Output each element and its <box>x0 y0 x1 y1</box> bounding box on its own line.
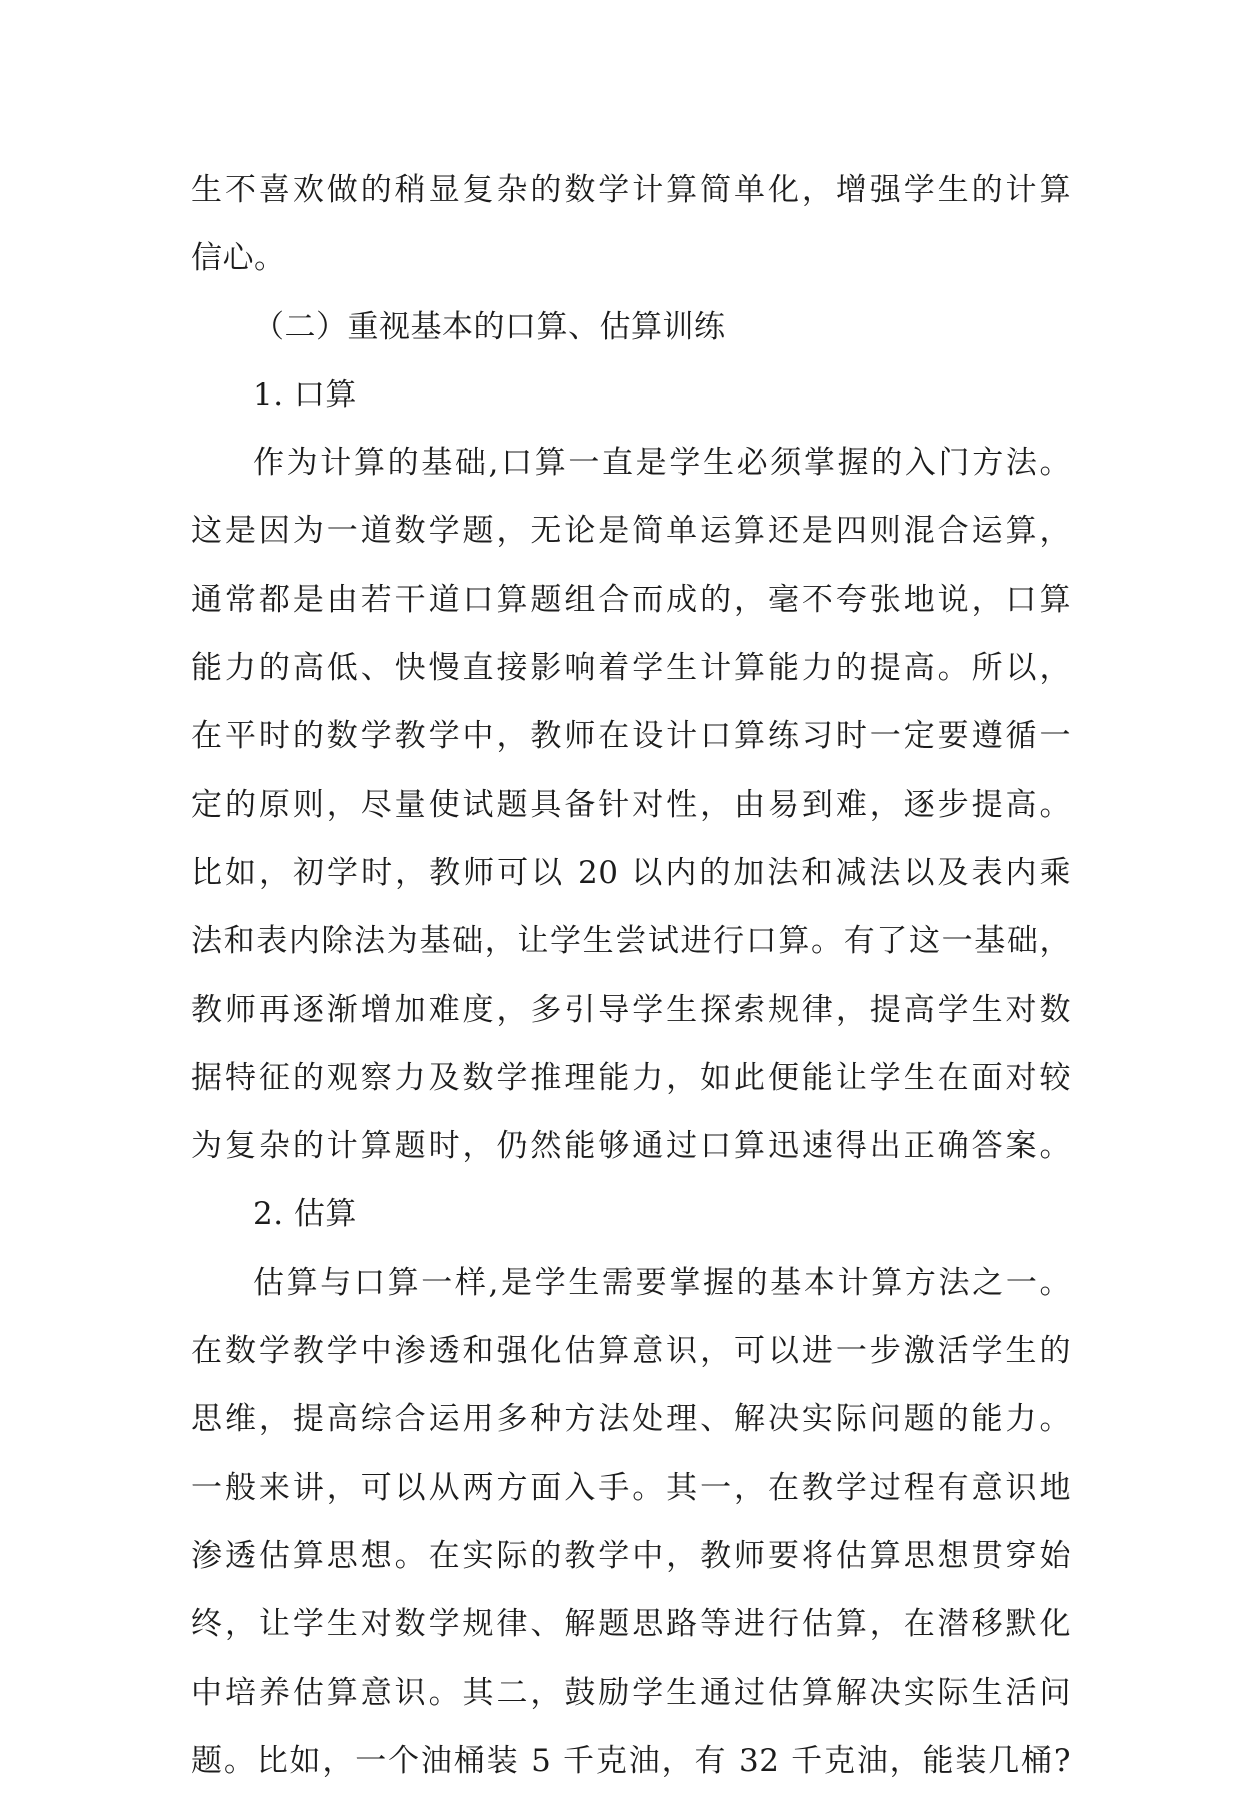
text-line: 一般来讲，可以从两方面入手。其一，在教学过程有意识地 <box>191 1469 1071 1506</box>
text-line: 能力的高低、快慢直接影响着学生计算能力的提高。所以， <box>191 650 1071 687</box>
text-line: 定的原则，尽量使试题具备针对性，由易到难，逐步提高。 <box>191 786 1071 823</box>
text-line: 信心。 <box>191 240 286 277</box>
document-body <box>191 156 1071 1795</box>
text-line: 法和表内除法为基础，让学生尝试进行口算。有了这一基础， <box>191 923 1071 960</box>
section-heading: 2. 估算 <box>253 1196 357 1233</box>
text-line: 中培养估算意识。其二，鼓励学生通过估算解决实际生活问 <box>191 1674 1071 1711</box>
text-line: 渗透估算思想。在实际的教学中，教师要将估算思想贯穿始 <box>191 1537 1071 1574</box>
text-line: 终，让学生对数学规律、解题思路等进行估算，在潜移默化 <box>191 1606 1071 1643</box>
text-line: 教师再逐渐增加难度，多引导学生探索规律，提高学生对数 <box>191 991 1071 1028</box>
text-line: 作为计算的基础,口算一直是学生必须掌握的入门方法。 <box>253 445 1071 482</box>
text-line: 比如，初学时，教师可以 20 以内的加法和减法以及表内乘 <box>191 854 1071 891</box>
text-line: 在数学教学中渗透和强化估算意识，可以进一步激活学生的 <box>191 1333 1071 1370</box>
section-heading: 1. 口算 <box>253 376 357 413</box>
text-line: 生不喜欢做的稍显复杂的数学计算简单化，增强学生的计算 <box>191 172 1071 208</box>
text-line: 在平时的数学教学中，教师在设计口算练习时一定要遵循一 <box>191 718 1071 755</box>
section-heading: （二）重视基本的口算、估算训练 <box>253 308 726 345</box>
text-line: 这是因为一道数学题，无论是简单运算还是四则混合运算， <box>191 513 1071 550</box>
text-line: 为复杂的计算题时，仍然能够通过口算迅速得出正确答案。 <box>191 1128 1071 1165</box>
text-line: 通常都是由若干道口算题组合而成的，毫不夸张地说，口算 <box>191 581 1071 618</box>
text-line: 估算与口算一样,是学生需要掌握的基本计算方法之一。 <box>253 1264 1071 1301</box>
text-line: 思维，提高综合运用多种方法处理、解决实际问题的能力。 <box>191 1401 1071 1438</box>
text-line: 据特征的观察力及数学推理能力，如此便能让学生在面对较 <box>191 1059 1071 1096</box>
text-line: 题。比如，一个油桶装 5 千克油，有 32 千克油，能装几桶? <box>191 1742 1071 1779</box>
